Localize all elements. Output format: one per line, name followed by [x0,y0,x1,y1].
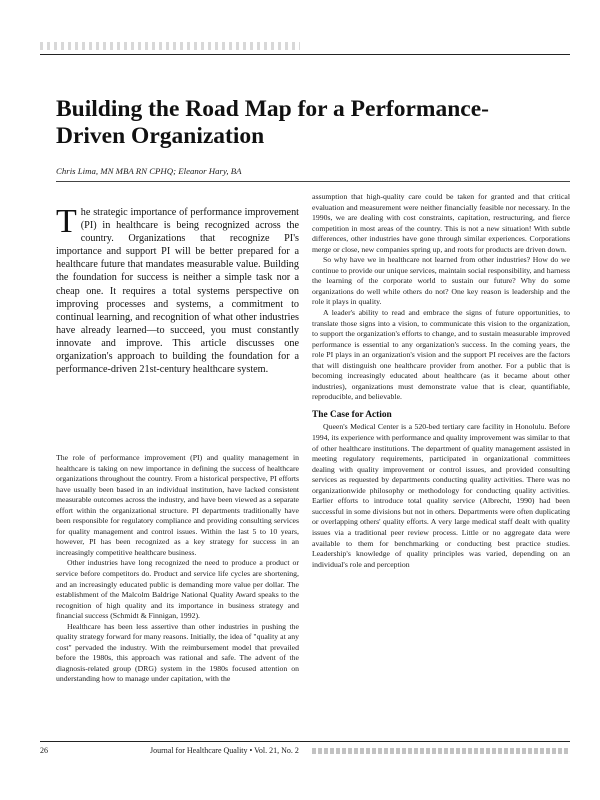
section-heading: The Case for Action [312,409,392,420]
article-title: Building the Road Map for a Performance-Driven Organization [56,96,489,149]
abstract-text: he strategic importance of performance improvement (PI) in healthcare is being recognized across the country. Organizations that recognize PI's importance and support PI will be better prepared for a healthcare future that mandates measurable value. Building the foundation for success is neither a simple task nor a cheap one. It requires a total systems perspective on improving processes and systems, a commitment to continual learning, and recognition of what other industries have already learned—to succeed, you must constantly innovate and improve. This article discusses one organization's approach to building the foundation for a performance-driven 21st-century healthcare system. [56,207,299,376]
header-rule [40,54,570,55]
body-paragraph: Healthcare has been less assertive than other industries in pushing the quality strategy forward for many reasons. Initially, the idea of "quality at any cost" pervaded the industry. With the reimbursement model that prevailed before the 1980s, this approach was rational and safe. The advent of the diagnosis-related group (DRG) system in the 1980s focused attention on understanding how to manage under capitation, with the [56,621,299,684]
footer-rule [40,741,570,742]
body-paragraph: The role of performance improvement (PI) and quality management in healthcare is taking on new importance in defining the success of healthcare organizations throughout the country. From a historical perspective, PI efforts have usually been based in an individual institution, have lacked consistent measurable outcomes across the industry, and have been viewed as a separate effort within the organizational structure. PI departments traditionally have been responsible for regulatory compliance and providing consulting services for quality management and control issues. Within the last 5 to 10 years, however, PI has been recognized as a key strategy for success in an increasingly competitive healthcare business. [56,453,299,557]
right-column [312,192,570,570]
running-header-artifact [40,42,300,50]
left-column [56,453,299,685]
drop-cap: T [56,203,77,240]
article-authors: Chris Lima, MN MBA RN CPHQ; Eleanor Hary, BA [56,166,242,176]
article-abstract [56,203,299,376]
body-paragraph: Other industries have long recognized the need to produce a product or service before competitors do. Product and service life cycles are shortening, and an increasingly educated public is demanding more value per dollar. The establishment of the Malcolm Baldrige National Quality Award speaks to the recognition of high quality and its importance in business strategy and financial success (Schmidt & Finnigan, 1992). [56,558,299,621]
footer-artifact [312,748,570,754]
author-rule [56,181,570,182]
body-paragraph: A leader's ability to read and embrace the signs of future opportunities, to translate those signs into a vision, to communicate this vision to the organization, to support the organization's efforts to change, and to sustain measurable improved performance is essential to any organization's success. In the coming years, the role PI plays in an organization's vision and the support PI receives are the factors that will distinguish one healthcare provider from another. For a public that is becoming increasingly educated about healthcare (as it became about other industries), organizations must demonstrate value that is clear, quantifiable, reproducible, and believable. [312,308,570,402]
body-paragraph: assumption that high-quality care could be taken for granted and that critical evaluation and measurement were neither financially feasible nor necessary. In the 1990s, we are dealing with cost constraints, capitation, restructuring, and fierce competition in most areas of the country. This is not a new situation! With subtle differences, other industries have gone through similar experiences. Corporations merge or close, new companies spring up, and roots for products are driven down. [312,192,570,254]
page-number: 26 [40,746,48,755]
body-paragraph: So why have we in healthcare not learned from other industries? How do we continue to provide our unique services, maintain social responsibility, and harness the learning of the corporate world to sustain our future? Why do some organizations do well while others do not? One key reason is leadership and the role it plays in quality. [312,255,570,307]
journal-citation: Journal for Healthcare Quality • Vol. 21, No. 2 [150,746,299,755]
body-paragraph: Queen's Medical Center is a 520-bed tertiary care facility in Honolulu. Before 1994, its experience with performance and quality improvement was similar to that of other healthcare institutions. The department of quality management assisted in meeting regulatory requirements, participated in organizational committees dealing with quality improvement or control issues, and provided consulting services as requested by departments conducting quality activities. There was no organizationwide philosophy or methodology for conducting quality activities. Earlier efforts to introduce total quality service (Albrecht, 1990) had been successful in some divisions but not in others. Departments were often duplicating or overlapping others' quality efforts. A very large medical staff dealt with quality issues via a traditional peer review process. Little or no aggregate data were available to them for benchmarking or conducting best practice studies. Leadership's knowledge of quality principles was varied, depending on an individual's role and perception [312,422,570,569]
